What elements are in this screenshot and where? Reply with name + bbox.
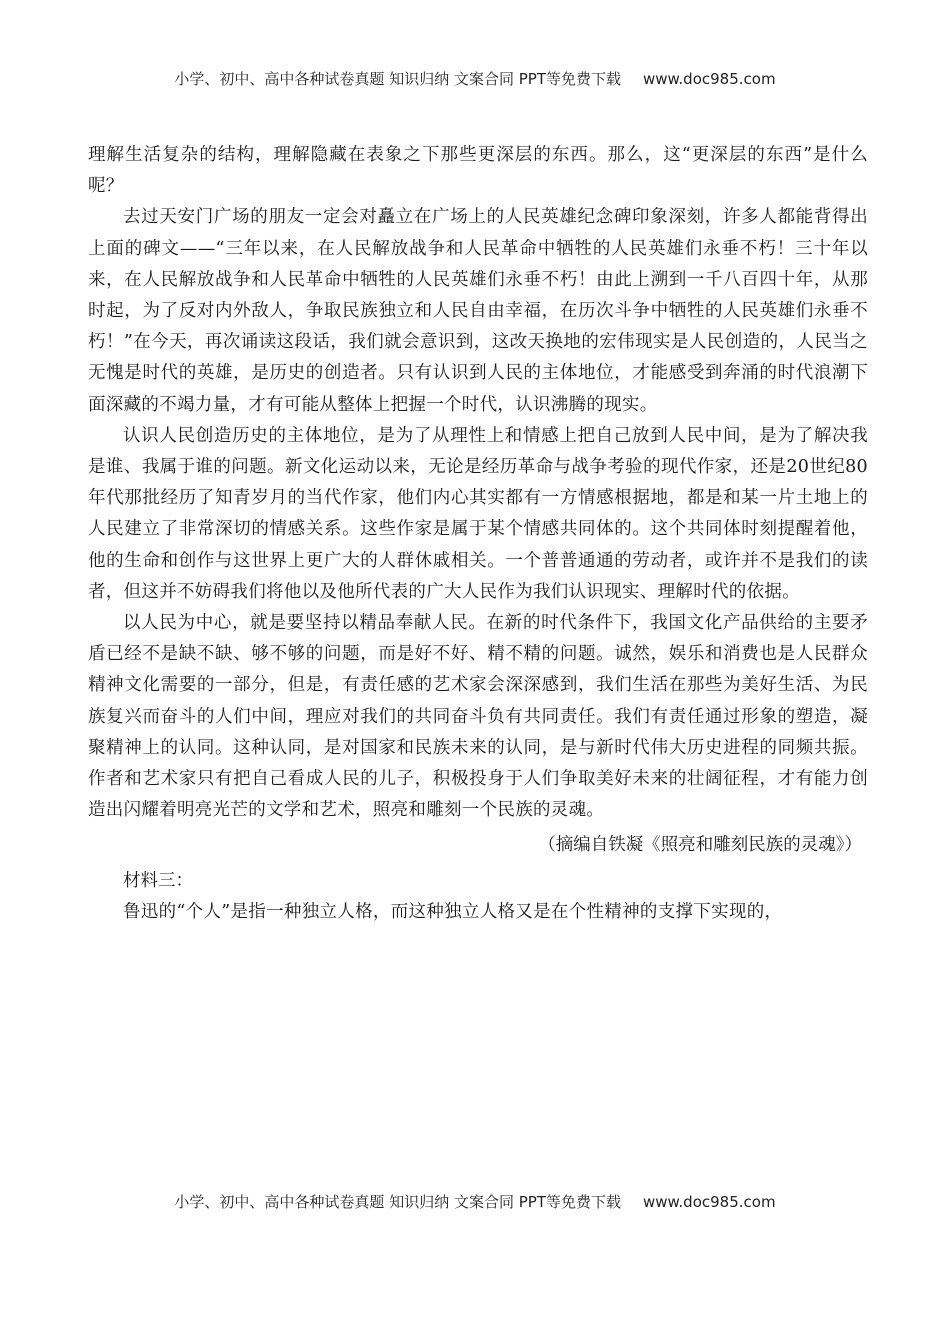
footer-site-link[interactable]: www.doc985.com <box>642 1193 776 1211</box>
paragraph-continuation: 理解生活复杂的结构，理解隐藏在表象之下那些更深层的东西。那么，这“更深层的东西”是什么呢？ <box>88 145 868 197</box>
paragraph-monument: 去过天安门广场的朋友一定会对矗立在广场上的人民英雄纪念碑印象深刻，许多人都能背得出上面的碑文——“三年以来，在人民解放战争和人民革命中牺牲的人民英雄们永垂不朽！三十年以来，在人民解放战争和人民革命中牺牲的人民英雄们永垂不朽！由此上溯到一千八百四十年，从那时起，为了反对内外敌人，争取民族独立和人民自由幸福，在历次斗争中牺牲的人民英雄们永垂不朽！”在今天，再次诵读这段话，我们就会意识到，这改天换地的宏伟现实是人民创造的，人民当之无愧是时代的英雄，是历史的创造者。只有认识到人民的主体地位，才能感受到奔涌的时代浪潮下面深藏的不竭力量，才有可能从整体上把握一个时代，认识沸腾的现实。 <box>88 207 868 415</box>
page-header <box>0 68 950 89</box>
paragraph-luxun: 鲁迅的“个人”是指一种独立人格，而这种独立人格又是在个性精神的支撑下实现的， <box>123 901 783 922</box>
source-citation: （摘编自铁凝《照亮和雕刻民族的灵魂》） <box>538 835 862 856</box>
paragraph-people-subject: 认识人民创造历史的主体地位，是为了从理性上和情感上把自己放到人民中间，是为了解决我是谁、我属于谁的问题。新文化运动以来，无论是经历革命与战争考验的现代作家，还是20世纪80年代那批经历了知青岁月的当代作家，他们内心其实都有一方情感根据地，都是和某一片土地上的人民建立了非常深切的情感关系。这些作家是属于某个情感共同体的。这个共同体时刻提醒着他，他的生命和创作与这世界上更广大的人群休戚相关。一个普普通通的劳动者，或许并不是我们的读者，但这并不妨碍我们将他以及他所代表的广大人民作为我们认识现实、理解时代的依据。 <box>88 425 868 602</box>
page-footer <box>0 1191 950 1212</box>
footer-text: 小学、初中、高中各种试卷真题 知识归纳 文案合同 PPT等免费下载 <box>174 1193 621 1211</box>
header-site-link[interactable]: www.doc985.com <box>642 70 776 88</box>
article-body <box>88 140 868 928</box>
paragraph-people-centered: 以人民为中心，就是要坚持以精品奉献人民。在新的时代条件下，我国文化产品供给的主要矛盾已经不是缺不缺、够不够的问题，而是好不好、精不精的问题。诚然，娱乐和消费也是人民群众精神文化需要的一部分，但是，有责任感的艺术家会深深感到，我们生活在那些为美好生活、为民族复兴而奋斗的人们中间，理应对我们的共同奋斗负有共同责任。我们有责任通过形象的塑造，凝聚精神上的认同。这种认同，是对国家和民族未来的认同，是与新时代伟大历史进程的同频共振。作者和艺术家只有把自己看成人民的儿子，积极投身于人们争取美好未来的壮阔征程，才有能力创造出闪耀着明亮光芒的文学和艺术，照亮和雕刻一个民族的灵魂。 <box>88 613 868 821</box>
header-text: 小学、初中、高中各种试卷真题 知识归纳 文案合同 PPT等免费下载 <box>174 70 621 88</box>
material-three-label: 材料三： <box>123 870 193 891</box>
